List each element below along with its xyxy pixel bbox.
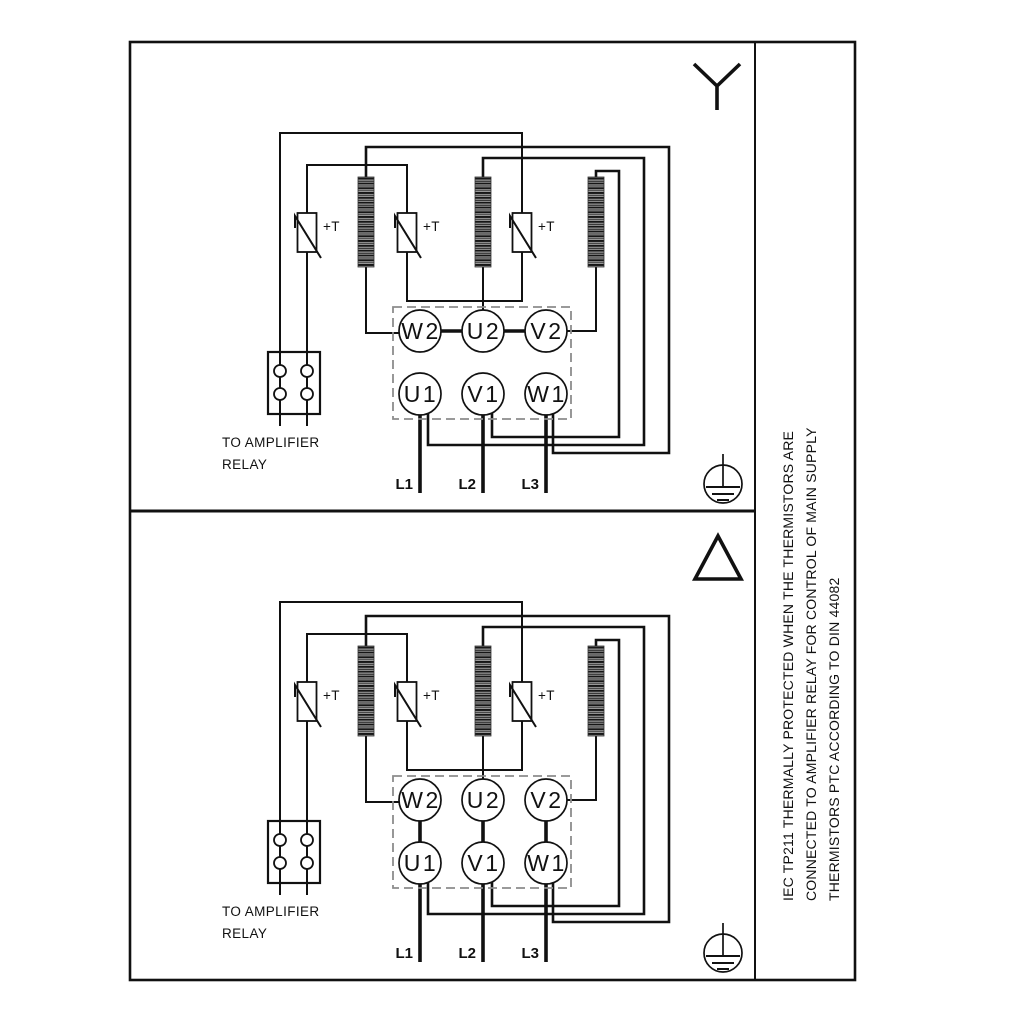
panel-artwork [222, 602, 742, 972]
panel-star-connection [222, 64, 742, 503]
panel-delta-connection [222, 536, 742, 972]
side-note-line1: IEC TP211 THERMALLY PROTECTED WHEN THE THERMISTORS ARE [780, 430, 796, 901]
side-note-line3: THERMISTORS PTC ACCORDING TO DIN 44082 [826, 577, 842, 901]
side-note-line2: CONNECTED TO AMPLIFIER RELAY FOR CONTROL OF MAIN SUPPLY [803, 427, 819, 901]
delta-connection-icon [695, 536, 741, 579]
side-note [780, 427, 842, 901]
star-connection-icon [694, 64, 740, 110]
panel-artwork [222, 133, 742, 503]
